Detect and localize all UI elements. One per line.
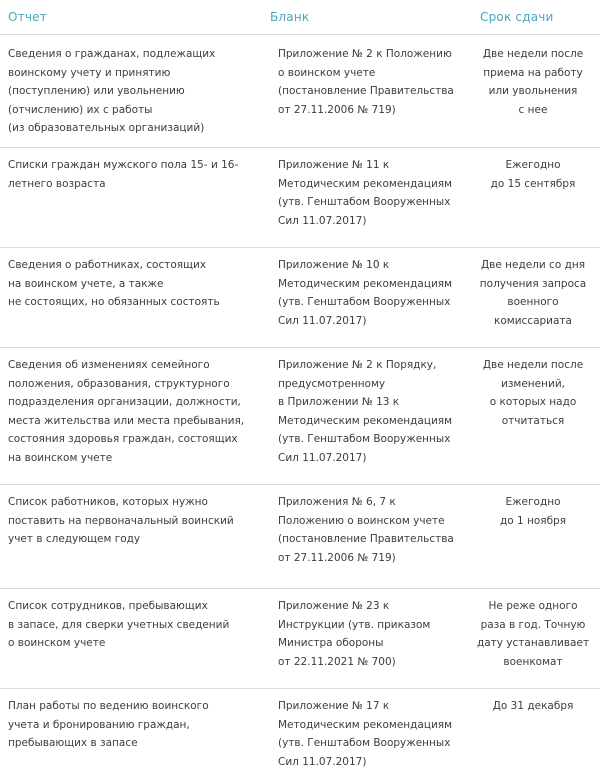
deadline-cell: До 31 декабря bbox=[492, 700, 574, 712]
report-cell: Списки граждан мужского пола 15- и 16- летнего возраста bbox=[8, 159, 239, 190]
form-cell: Приложение № 17 к Методическим рекомендациям (утв. Генштабом Вооруженных Сил 11.07.2017) bbox=[278, 700, 453, 768]
report-cell: Список работников, которых нужно поставить на первоначальный воинский учет в следующем году bbox=[8, 496, 234, 545]
deadline-cell: Не реже одного раза в год. Точную дату устанавливает военкомат bbox=[476, 600, 590, 668]
deadline-cell: Ежегодно до 1 ноября bbox=[499, 496, 567, 527]
deadline-cell: Две недели после приема на работу или увольнения с нее bbox=[482, 48, 584, 116]
table-row bbox=[0, 248, 600, 348]
header-report: Отчет bbox=[8, 10, 47, 24]
header-deadline: Срок сдачи bbox=[480, 10, 554, 24]
report-cell: План работы по ведению воинского учета и бронированию граждан, пребывающих в запасе bbox=[8, 700, 209, 749]
table-header bbox=[0, 0, 600, 35]
table-row bbox=[0, 148, 600, 248]
deadline-cell: Ежегодно до 15 сентября bbox=[490, 159, 576, 190]
form-cell: Приложения № 6, 7 к Положению о воинском учете (постановление Правительства от 27.11.2006 № 719) bbox=[278, 496, 454, 564]
table-row bbox=[0, 589, 600, 689]
form-cell: Приложение № 2 к Положению о воинском учете (постановление Правительства от 27.11.2006 № 719) bbox=[278, 48, 454, 116]
header-form: Бланк bbox=[270, 10, 310, 24]
table-row bbox=[0, 35, 600, 148]
deadline-cell: Две недели после изменений, о которых надо отчитаться bbox=[482, 359, 584, 427]
table-row bbox=[0, 485, 600, 589]
form-cell: Приложение № 2 к Порядку, предусмотренному в Приложении № 13 к Методическим рекомендациям (утв. Генштабом Вооруженных Сил 11.07.2017) bbox=[278, 359, 453, 464]
form-cell: Приложение № 10 к Методическим рекомендациям (утв. Генштабом Вооруженных Сил 11.07.2017) bbox=[278, 259, 453, 327]
report-cell: Сведения о гражданах, подлежащих воинскому учету и принятию (поступлению) или увольнению (отчислению) их с работы (из образовательных организаций) bbox=[8, 48, 216, 134]
report-cell: Сведения о работниках, состоящих на воинском учете, а также не состоящих, но обязанных состоять bbox=[8, 259, 220, 308]
table-row bbox=[0, 348, 600, 485]
table-row bbox=[0, 689, 600, 774]
form-cell: Приложение № 23 к Инструкции (утв. приказом Министра обороны от 22.11.2021 № 700) bbox=[278, 600, 431, 668]
report-cell: Сведения об изменениях семейного положения, образования, структурного подразделения организации, должности, места жительства или места пребывания, состояния здоровья граждан, состоящих на воинском учете bbox=[8, 359, 245, 464]
deadline-cell: Две недели со дня получения запроса военного комиссариата bbox=[479, 259, 587, 327]
report-cell: Список сотрудников, пребывающих в запасе, для сверки учетных сведений о воинском учете bbox=[8, 600, 230, 649]
form-cell: Приложение № 11 к Методическим рекомендациям (утв. Генштабом Вооруженных Сил 11.07.2017) bbox=[278, 159, 453, 227]
